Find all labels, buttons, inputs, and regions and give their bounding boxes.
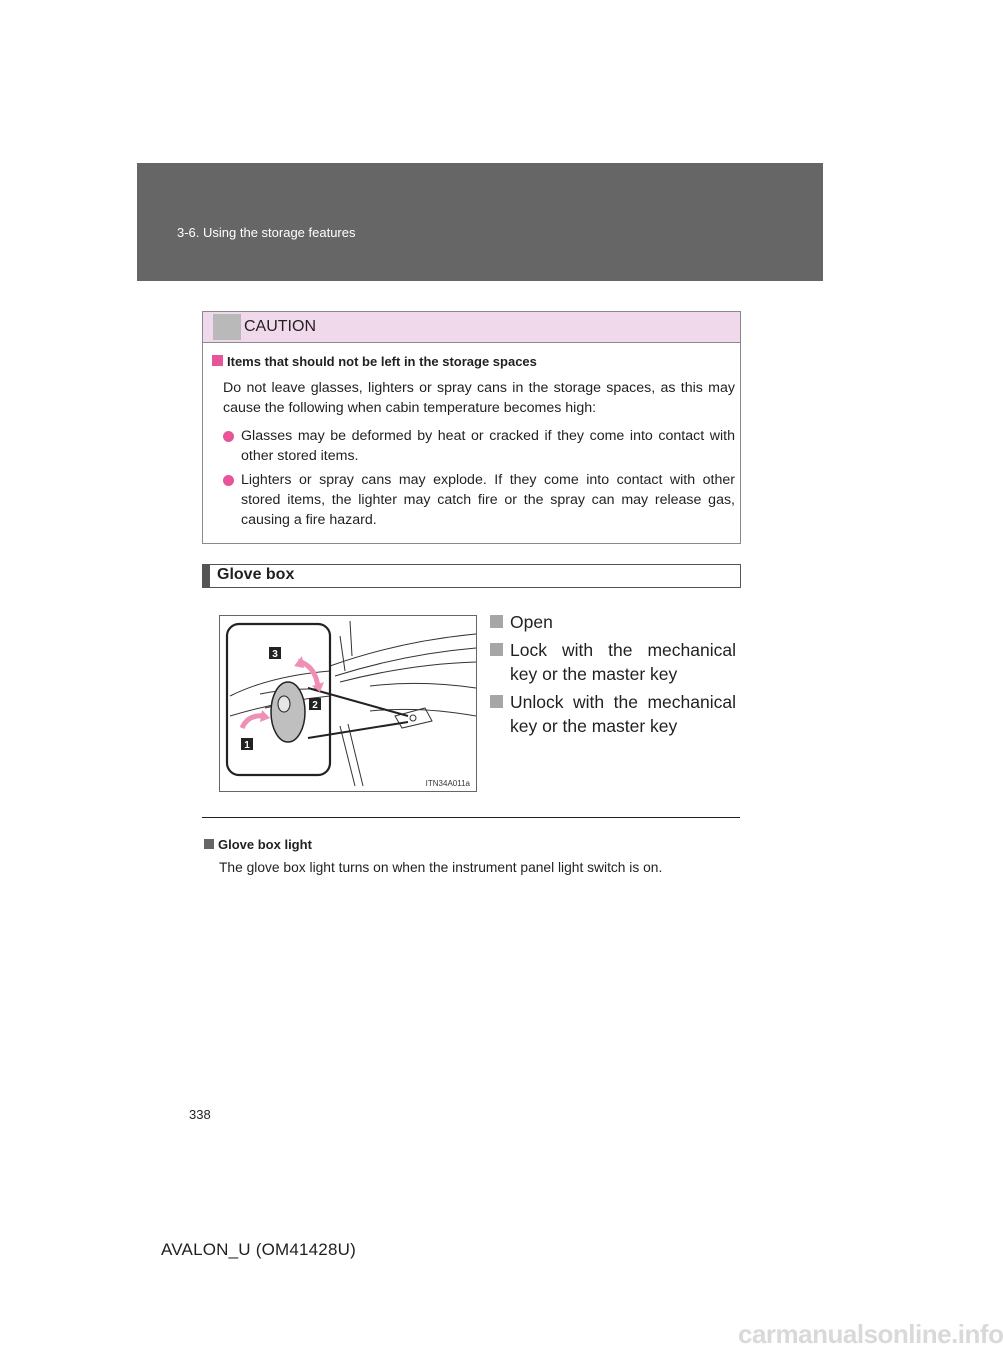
glove-box-illustration (219, 615, 477, 792)
glove-box-steps (490, 610, 736, 742)
circle-bullet-icon (223, 475, 234, 486)
step-1 (490, 610, 736, 634)
callout-2: 2 (312, 700, 318, 711)
step-text: Lock with the mechanical key or the master key (510, 640, 736, 684)
step-text: Unlock with the mechanical key or the master key (510, 692, 736, 736)
caution-bullet-text: Glasses may be deformed by heat or cracked if they come into contact with other stored items. (241, 428, 735, 464)
square-bullet-icon (490, 643, 503, 656)
caution-paragraph: Do not leave glasses, lighters or spray cans in the storage spaces, as this may cause the following when cabin temperature becomes high: (223, 380, 735, 416)
page-number: 338 (189, 1107, 211, 1122)
note-heading-text: Glove box light (218, 837, 312, 852)
step-2 (490, 638, 736, 686)
square-bullet-icon (490, 695, 503, 708)
caution-label: CAUTION (244, 318, 316, 335)
section-header-band (137, 163, 823, 281)
callout-3: 3 (272, 649, 278, 660)
note-heading (204, 837, 312, 852)
caution-bullet-2 (223, 470, 735, 530)
square-bullet-icon (490, 615, 503, 628)
divider (202, 817, 740, 818)
step-text: Open (510, 612, 553, 632)
caution-bullet-1 (223, 426, 735, 466)
glove-box-drawing (220, 616, 476, 791)
callout-1: 1 (244, 740, 250, 751)
figure-id: ITN34A011a (425, 779, 470, 788)
note-text: The glove box light turns on when the instrument panel light switch is on. (219, 860, 663, 875)
caution-icon (213, 314, 241, 340)
caution-header (203, 312, 740, 343)
section-marker (203, 565, 210, 587)
square-bullet-icon (204, 839, 214, 849)
caution-box (202, 311, 741, 544)
section-title: 3-6. Using the storage features (177, 225, 356, 240)
square-bullet-icon (212, 355, 223, 366)
document-id: AVALON_U (OM41428U) (161, 1240, 356, 1259)
caution-heading (212, 354, 537, 369)
watermark: carmanualsonline.info (738, 1319, 1003, 1349)
caution-bullet-text: Lighters or spray cans may explode. If they come into contact with other stored items, the lighter may catch fire or the spray can may release gas, causing a fire hazard. (241, 472, 735, 528)
circle-bullet-icon (223, 431, 234, 442)
step-3 (490, 690, 736, 738)
caution-heading-text: Items that should not be left in the storage spaces (227, 354, 537, 369)
glove-box-section-header (202, 564, 741, 588)
glove-box-title: Glove box (217, 566, 295, 583)
